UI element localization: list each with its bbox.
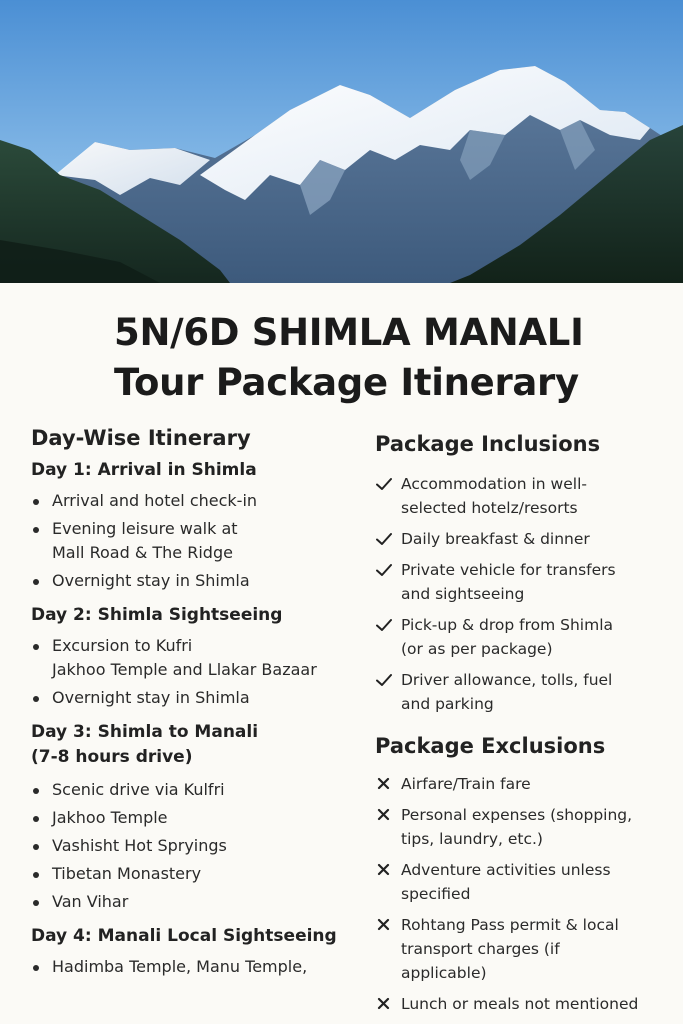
list-item: Overnight stay in Shimla [31, 686, 361, 710]
inclusion-item: Driver allowance, tolls, fuel and parking [375, 668, 675, 716]
list-item: Overnight stay in Shimla [31, 569, 361, 593]
dot-bullet-icon [33, 816, 39, 822]
dot-bullet-icon [33, 872, 39, 878]
mountain-landscape-illustration [0, 0, 683, 283]
list-item: Excursion to Kufri Jakhoo Temple and Llakar Bazaar [31, 634, 361, 682]
dot-bullet-icon [33, 579, 39, 585]
exclusion-item: Lunch or meals not mentioned [375, 992, 675, 1016]
dot-bullet-icon [33, 900, 39, 906]
inclusion-item: Daily breakfast & dinner [375, 527, 675, 551]
inclusion-item: Pick-up & drop from Shimla (or as per package) [375, 613, 675, 661]
dot-bullet-icon [33, 965, 39, 971]
hero-mountain-image [0, 0, 683, 283]
list-item: Evening leisure walk at Mall Road & The Ridge [31, 517, 361, 565]
check-icon [375, 617, 393, 633]
exclusions-list [375, 772, 675, 1016]
day-3 [31, 720, 361, 914]
day-2-list [31, 634, 361, 710]
exclusion-item: Personal expenses (shopping, tips, laundry, etc.) [375, 803, 675, 851]
check-icon [375, 476, 393, 492]
day-2-title: Day 2: Shimla Sightseeing [31, 605, 283, 625]
cross-icon [375, 776, 393, 792]
cross-icon [375, 917, 393, 933]
day-4-list [31, 955, 361, 979]
list-item: Jakhoo Temple [31, 806, 361, 830]
itinerary-heading: Day-Wise Itinerary [31, 426, 251, 450]
day-3-list [31, 778, 361, 914]
inclusion-item: Accommodation in well- selected hotelz/resorts [375, 472, 675, 520]
exclusion-item: Adventure activities unless specified [375, 858, 675, 906]
exclusion-item: Rohtang Pass permit & local transport charges (if applicable) [375, 913, 675, 985]
exclusion-item: Airfare/Train fare [375, 772, 675, 796]
list-item: Scenic drive via Kulfri [31, 778, 361, 802]
cross-icon [375, 807, 393, 823]
inclusions-list [375, 472, 675, 716]
dot-bullet-icon [33, 499, 39, 505]
inclusion-item: Private vehicle for transfers and sightseeing [375, 558, 675, 606]
title-line-2: Tour Package Itinerary [114, 361, 579, 404]
day-4 [31, 924, 361, 979]
cross-icon [375, 996, 393, 1012]
day-4-title: Day 4: Manali Local Sightseeing [31, 926, 337, 946]
dot-bullet-icon [33, 844, 39, 850]
list-item: Van Vihar [31, 890, 361, 914]
day-2 [31, 603, 361, 710]
check-icon [375, 562, 393, 578]
dot-bullet-icon [33, 788, 39, 794]
inclusions-heading: Package Inclusions [375, 432, 601, 456]
list-item: Tibetan Monastery [31, 862, 361, 886]
itinerary-section [31, 422, 361, 983]
check-icon [375, 531, 393, 547]
day-1-list [31, 489, 361, 593]
page-title [114, 308, 674, 408]
list-item: Arrival and hotel check-in [31, 489, 361, 513]
check-icon [375, 672, 393, 688]
title-line-1: 5N/6D SHIMLA MANALI [114, 311, 584, 354]
day-3-title: Day 3: Shimla to Manali (7-8 hours drive) [31, 722, 259, 767]
day-1-title: Day 1: Arrival in Shimla [31, 460, 257, 480]
dot-bullet-icon [33, 696, 39, 702]
dot-bullet-icon [33, 644, 39, 650]
exclusions-heading: Package Exclusions [375, 734, 606, 758]
cross-icon [375, 862, 393, 878]
day-1 [31, 458, 361, 593]
package-details [375, 428, 675, 1023]
dot-bullet-icon [33, 527, 39, 533]
list-item: Hadimba Temple, Manu Temple, [31, 955, 361, 979]
list-item: Vashisht Hot Sprying​s [31, 834, 361, 858]
